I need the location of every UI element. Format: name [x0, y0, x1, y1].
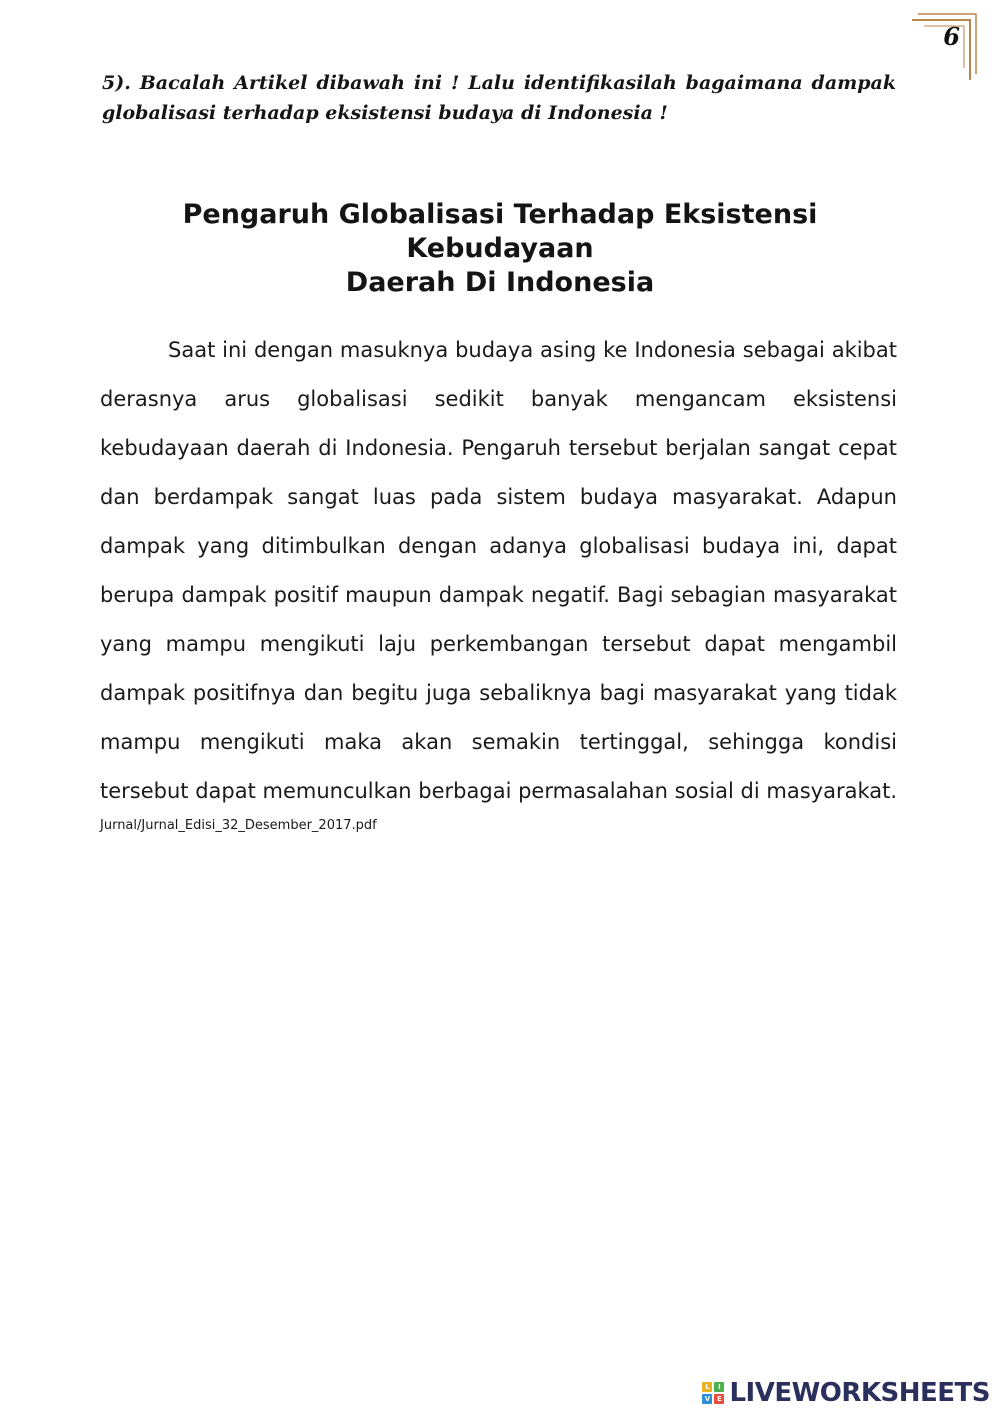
page-number: 6 — [943, 22, 960, 51]
logo-letter-l: L — [702, 1382, 712, 1392]
article-source: Jurnal/Jurnal_Edisi_32_Desember_2017.pdf — [100, 818, 377, 833]
liveworksheets-logo-icon — [702, 1382, 724, 1404]
logo-letter-e: E — [714, 1394, 724, 1404]
liveworksheets-watermark — [702, 1378, 990, 1408]
article-title-line-2: Daerah Di Indonesia — [345, 267, 655, 298]
logo-letter-i: I — [714, 1382, 724, 1392]
logo-letter-v: V — [702, 1394, 712, 1404]
article-title-line-1: Pengaruh Globalisasi Terhadap Eksistensi Kebudayaan — [182, 199, 818, 264]
article-title — [120, 198, 880, 300]
question-instruction: 5). Bacalah Artikel dibawah ini ! Lalu identifikasilah bagaimana dampak globalisasi terhadap eksistensi budaya di Indonesia ! — [102, 72, 896, 124]
page-number-corner — [908, 10, 982, 84]
liveworksheets-brand: LIVEWORKSHEETS — [729, 1378, 990, 1408]
article-body: Saat ini dengan masuknya budaya asing ke Indonesia sebagai akibat derasnya arus globalisasi sedikit banyak mengancam eksistensi kebudayaan daerah di Indonesia. Pengaruh tersebut berjalan sangat cepat dan berdampak sangat luas pada sistem budaya masyarakat. Adapun dampak yang ditimbulkan dengan adanya globalisasi budaya ini, dapat berupa dampak positif maupun dampak negatif. Bagi sebagian masyarakat yang mampu mengikuti laju perkembangan tersebut dapat mengambil dampak positifnya dan begitu juga sebaliknya bagi masyarakat yang tidak mampu mengikuti maka akan semakin tertinggal, sehingga kondisi tersebut dapat memunculkan berbagai permasalahan sosial di masyarakat. — [100, 338, 898, 803]
